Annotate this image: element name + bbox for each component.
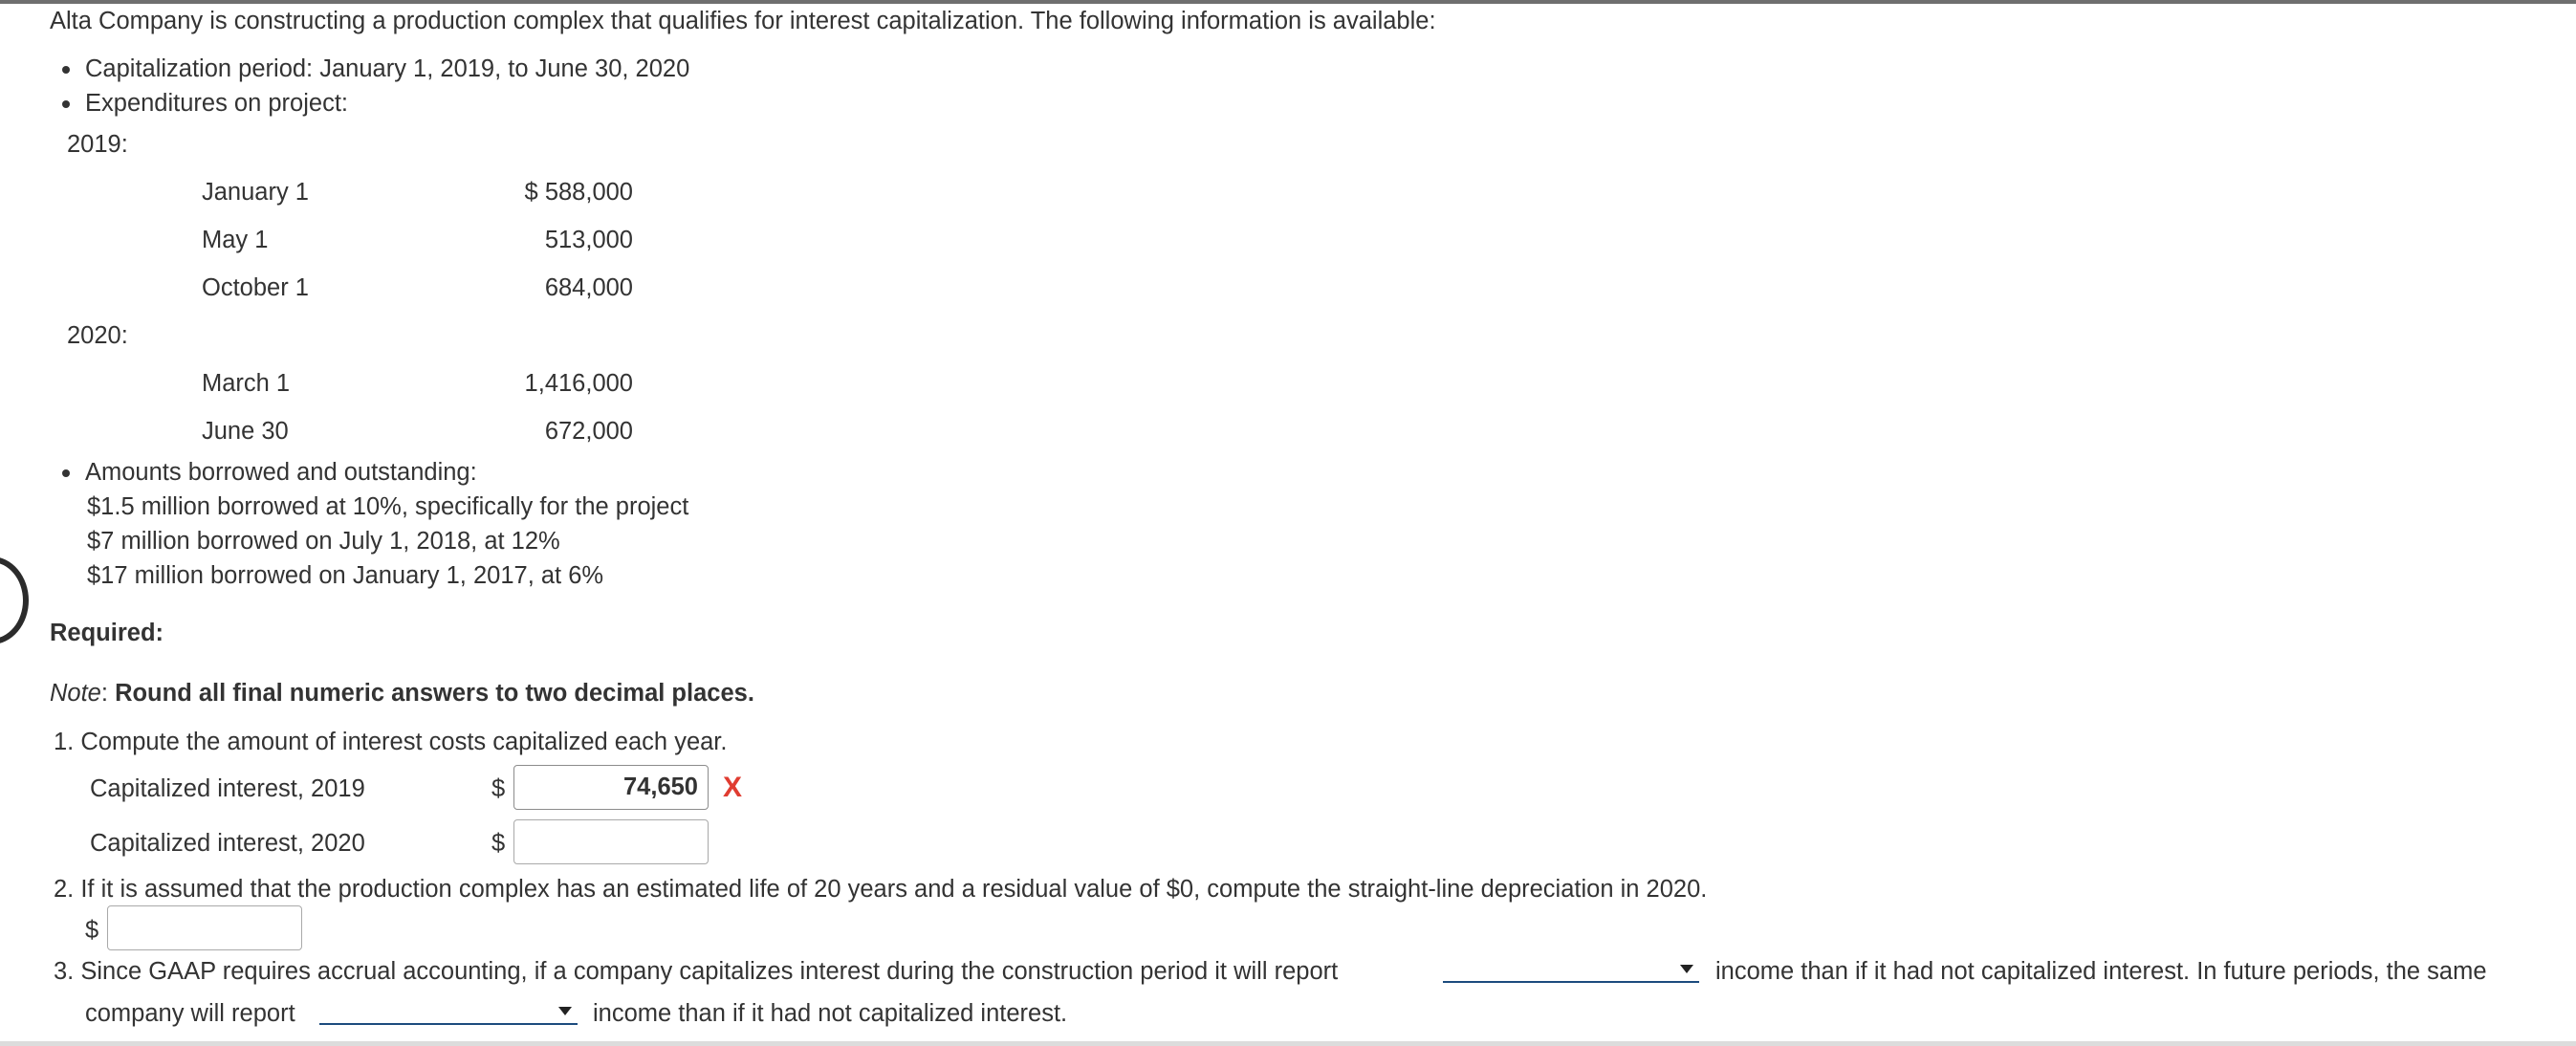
year-2020-label: 2020:: [67, 322, 128, 349]
dropdown-arrow-icon: [1680, 965, 1693, 973]
report-income-select-2[interactable]: [319, 998, 578, 1025]
expenditure-amount: $ 588,000: [524, 179, 633, 206]
expenditures-bullet: Expenditures on project:: [85, 90, 348, 117]
required-heading: Required:: [50, 620, 164, 646]
capitalization-period-bullet: Capitalization period: January 1, 2019, to June 30, 2020: [85, 55, 690, 82]
currency-symbol: $: [85, 917, 99, 944]
expenditure-date: May 1: [202, 227, 269, 253]
currency-symbol: $: [491, 830, 506, 857]
expenditure-amount: 513,000: [544, 227, 633, 253]
capitalized-interest-2020-input[interactable]: [513, 819, 709, 864]
note-colon: :: [100, 680, 108, 707]
intro-text: Alta Company is constructing a production complex that qualifies for interest capitalization. The following information is available:: [50, 8, 1436, 34]
note-label: Note: [50, 680, 101, 707]
question-3-text-part1: 3. Since GAAP requires accrual accounting, if a company capitalizes interest during the construction period it will report: [54, 958, 1339, 985]
depreciation-2020-input[interactable]: [107, 905, 302, 950]
capitalized-interest-2020-label: Capitalized interest, 2020: [90, 830, 365, 857]
capitalized-interest-2019-input[interactable]: 74,650: [513, 765, 709, 810]
question-1-text: 1. Compute the amount of interest costs capitalized each year.: [54, 729, 728, 755]
bottom-border: [0, 1041, 2576, 1046]
report-income-select-1[interactable]: [1443, 956, 1699, 983]
expenditure-date: June 30: [202, 418, 289, 445]
dropdown-arrow-icon: [558, 1007, 572, 1015]
side-panel-toggle-icon[interactable]: [0, 556, 29, 644]
question-3-text-part2: income than if it had not capitalized interest. In future periods, the same: [1715, 958, 2487, 985]
borrowed-bullet: Amounts borrowed and outstanding:: [85, 459, 477, 486]
note-text: Round all final numeric answers to two decimal places.: [115, 680, 754, 707]
capitalized-interest-2019-label: Capitalized interest, 2019: [90, 775, 365, 802]
borrowing-line: $1.5 million borrowed at 10%, specifically for the project: [87, 493, 689, 520]
expenditure-date: October 1: [202, 274, 309, 301]
currency-symbol: $: [491, 775, 506, 802]
expenditure-amount: 672,000: [544, 418, 633, 445]
question-2-text: 2. If it is assumed that the production complex has an estimated life of 20 years and a residual value of $0, compute the straight-line depreciation in 2020.: [54, 876, 1708, 903]
year-2019-label: 2019:: [67, 131, 128, 158]
question-3-text-part3: company will report: [85, 1000, 295, 1027]
expenditure-amount: 1,416,000: [524, 370, 633, 397]
question-3-text-part4: income than if it had not capitalized interest.: [593, 1000, 1068, 1027]
incorrect-x-icon: X: [723, 772, 743, 803]
borrowing-line: $7 million borrowed on July 1, 2018, at 12%: [87, 528, 560, 555]
expenditure-amount: 684,000: [544, 274, 633, 301]
expenditure-date: January 1: [202, 179, 309, 206]
top-border: [0, 0, 2576, 4]
borrowing-line: $17 million borrowed on January 1, 2017, at 6%: [87, 562, 604, 589]
expenditure-date: March 1: [202, 370, 291, 397]
note-line: [50, 679, 754, 708]
